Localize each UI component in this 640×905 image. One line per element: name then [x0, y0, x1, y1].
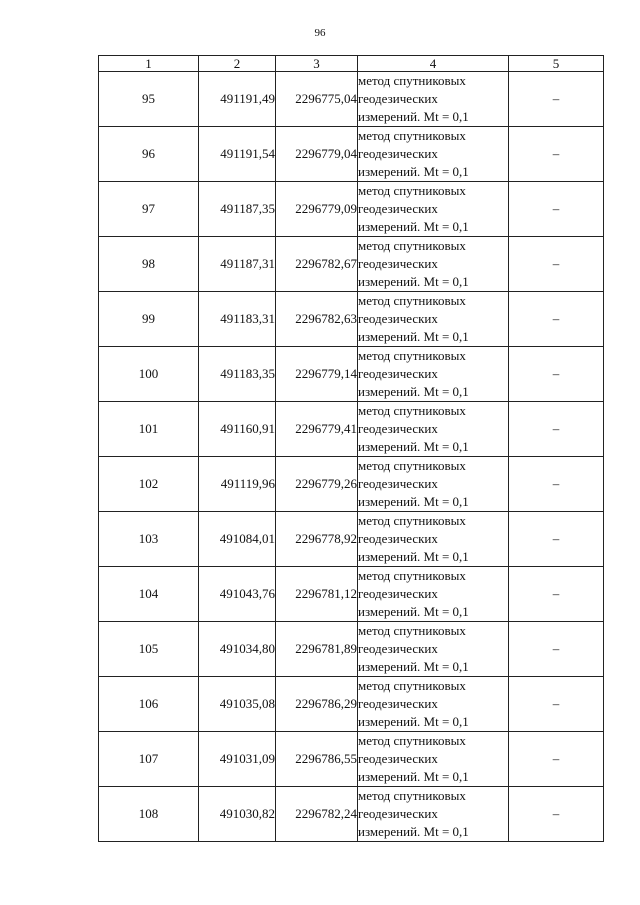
x-coordinate-cell: 491035,08 — [199, 677, 276, 732]
table-row — [99, 292, 604, 347]
table-row — [99, 72, 604, 127]
table-row — [99, 182, 604, 237]
x-coordinate-cell: 491187,35 — [199, 182, 276, 237]
table-row — [99, 237, 604, 292]
point-number-cell: 107 — [99, 732, 199, 787]
point-number-cell: 105 — [99, 622, 199, 677]
point-number-cell: 100 — [99, 347, 199, 402]
method-line: измерений. Mt = 0,1 — [358, 274, 469, 289]
y-coordinate-cell: 2296778,92 — [276, 512, 358, 567]
y-coordinate-cell: 2296775,04 — [276, 72, 358, 127]
method-line: геодезических — [358, 311, 438, 326]
point-number-cell: 108 — [99, 787, 199, 842]
point-number-cell: 96 — [99, 127, 199, 182]
method-line: геодезических — [358, 531, 438, 546]
method-line: геодезических — [358, 201, 438, 216]
y-coordinate-cell: 2296781,89 — [276, 622, 358, 677]
note-cell: – — [509, 182, 604, 237]
table-row — [99, 732, 604, 787]
y-coordinate-cell: 2296779,09 — [276, 182, 358, 237]
y-coordinate-cell: 2296779,41 — [276, 402, 358, 457]
note-cell: – — [509, 787, 604, 842]
method-line: геодезических — [358, 696, 438, 711]
method-line: измерений. Mt = 0,1 — [358, 714, 469, 729]
method-line: измерений. Mt = 0,1 — [358, 604, 469, 619]
point-number-cell: 97 — [99, 182, 199, 237]
table-header-row — [99, 56, 604, 72]
method-line: метод спутниковых — [358, 788, 466, 803]
table-row — [99, 787, 604, 842]
method-line: метод спутниковых — [358, 513, 466, 528]
method-line: геодезических — [358, 421, 438, 436]
method-line: измерений. Mt = 0,1 — [358, 769, 469, 784]
x-coordinate-cell: 491034,80 — [199, 622, 276, 677]
method-line: метод спутниковых — [358, 678, 466, 693]
point-number-cell: 106 — [99, 677, 199, 732]
method-cell — [358, 677, 509, 732]
x-coordinate-cell: 491084,01 — [199, 512, 276, 567]
method-line: геодезических — [358, 806, 438, 821]
method-line: геодезических — [358, 366, 438, 381]
method-line: метод спутниковых — [358, 733, 466, 748]
column-header-1: 1 — [99, 56, 199, 72]
column-header-5: 5 — [509, 56, 604, 72]
x-coordinate-cell: 491191,49 — [199, 72, 276, 127]
x-coordinate-cell: 491031,09 — [199, 732, 276, 787]
note-cell: – — [509, 567, 604, 622]
coordinates-table-body — [99, 56, 604, 842]
table-row — [99, 127, 604, 182]
method-line: измерений. Mt = 0,1 — [358, 329, 469, 344]
column-header-2: 2 — [199, 56, 276, 72]
table-row — [99, 402, 604, 457]
x-coordinate-cell: 491043,76 — [199, 567, 276, 622]
y-coordinate-cell: 2296781,12 — [276, 567, 358, 622]
x-coordinate-cell: 491187,31 — [199, 237, 276, 292]
note-cell: – — [509, 732, 604, 787]
table-row — [99, 677, 604, 732]
note-cell: – — [509, 457, 604, 512]
table-row — [99, 347, 604, 402]
point-number-cell: 95 — [99, 72, 199, 127]
method-cell — [358, 182, 509, 237]
point-number-cell: 99 — [99, 292, 199, 347]
method-line: геодезических — [358, 256, 438, 271]
y-coordinate-cell: 2296779,04 — [276, 127, 358, 182]
method-cell — [358, 127, 509, 182]
method-line: измерений. Mt = 0,1 — [358, 659, 469, 674]
method-cell — [358, 237, 509, 292]
method-line: измерений. Mt = 0,1 — [358, 219, 469, 234]
method-line: измерений. Mt = 0,1 — [358, 164, 469, 179]
x-coordinate-cell: 491119,96 — [199, 457, 276, 512]
method-cell — [358, 567, 509, 622]
note-cell: – — [509, 512, 604, 567]
y-coordinate-cell: 2296782,67 — [276, 237, 358, 292]
method-cell — [358, 787, 509, 842]
method-line: метод спутниковых — [358, 238, 466, 253]
point-number-cell: 98 — [99, 237, 199, 292]
method-line: метод спутниковых — [358, 73, 466, 88]
note-cell: – — [509, 402, 604, 457]
point-number-cell: 102 — [99, 457, 199, 512]
note-cell: – — [509, 677, 604, 732]
method-cell — [358, 402, 509, 457]
x-coordinate-cell: 491183,31 — [199, 292, 276, 347]
table-row — [99, 622, 604, 677]
method-cell — [358, 622, 509, 677]
method-line: метод спутниковых — [358, 403, 466, 418]
method-line: метод спутниковых — [358, 183, 466, 198]
x-coordinate-cell: 491183,35 — [199, 347, 276, 402]
method-line: измерений. Mt = 0,1 — [358, 824, 469, 839]
method-cell — [358, 72, 509, 127]
method-line: метод спутниковых — [358, 293, 466, 308]
method-line: измерений. Mt = 0,1 — [358, 384, 469, 399]
method-line: метод спутниковых — [358, 348, 466, 363]
method-line: метод спутниковых — [358, 458, 466, 473]
method-line: метод спутниковых — [358, 623, 466, 638]
x-coordinate-cell: 491160,91 — [199, 402, 276, 457]
method-line: геодезических — [358, 146, 438, 161]
method-line: геодезических — [358, 641, 438, 656]
point-number-cell: 103 — [99, 512, 199, 567]
method-line: метод спутниковых — [358, 128, 466, 143]
table-row — [99, 567, 604, 622]
method-line: геодезических — [358, 476, 438, 491]
y-coordinate-cell: 2296779,14 — [276, 347, 358, 402]
page-number: 96 — [314, 27, 326, 39]
method-cell — [358, 292, 509, 347]
method-line: геодезических — [358, 586, 438, 601]
note-cell: – — [509, 622, 604, 677]
method-line: геодезических — [358, 91, 438, 106]
y-coordinate-cell: 2296779,26 — [276, 457, 358, 512]
note-cell: – — [509, 347, 604, 402]
note-cell: – — [509, 127, 604, 182]
note-cell: – — [509, 237, 604, 292]
method-line: геодезических — [358, 751, 438, 766]
method-line: измерений. Mt = 0,1 — [358, 439, 469, 454]
column-header-3: 3 — [276, 56, 358, 72]
method-line: измерений. Mt = 0,1 — [358, 109, 469, 124]
method-line: измерений. Mt = 0,1 — [358, 549, 469, 564]
note-cell: – — [509, 292, 604, 347]
y-coordinate-cell: 2296786,29 — [276, 677, 358, 732]
method-cell — [358, 457, 509, 512]
note-cell: – — [509, 72, 604, 127]
method-line: метод спутниковых — [358, 568, 466, 583]
coordinates-table — [98, 55, 604, 842]
x-coordinate-cell: 491191,54 — [199, 127, 276, 182]
x-coordinate-cell: 491030,82 — [199, 787, 276, 842]
y-coordinate-cell: 2296782,24 — [276, 787, 358, 842]
method-cell — [358, 347, 509, 402]
column-header-4: 4 — [358, 56, 509, 72]
y-coordinate-cell: 2296786,55 — [276, 732, 358, 787]
method-cell — [358, 512, 509, 567]
method-cell — [358, 732, 509, 787]
point-number-cell: 101 — [99, 402, 199, 457]
table-row — [99, 457, 604, 512]
method-line: измерений. Mt = 0,1 — [358, 494, 469, 509]
y-coordinate-cell: 2296782,63 — [276, 292, 358, 347]
table-row — [99, 512, 604, 567]
point-number-cell: 104 — [99, 567, 199, 622]
